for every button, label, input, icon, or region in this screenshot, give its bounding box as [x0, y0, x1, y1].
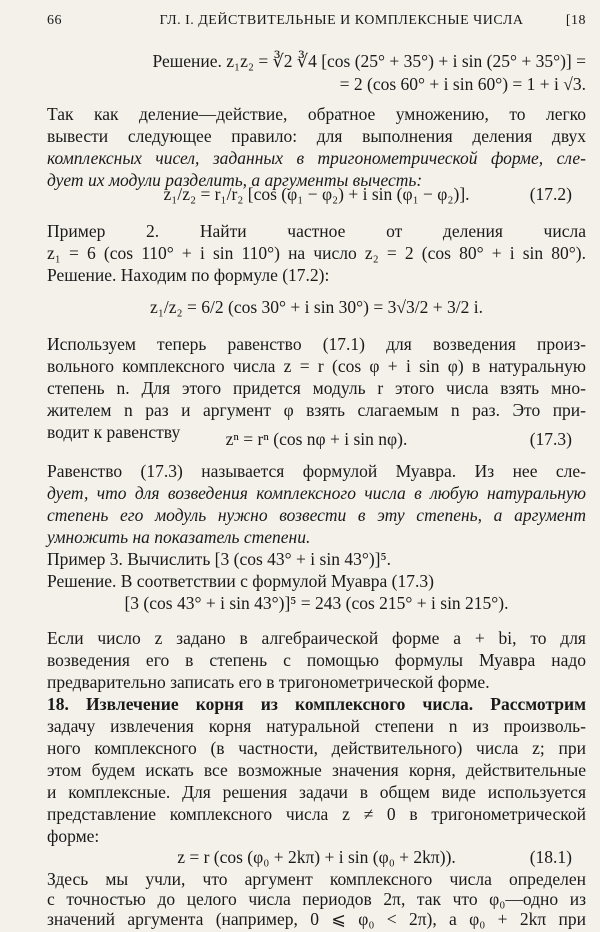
text-line: дует, что для возведения комплексного числа в любую натуральную — [47, 483, 586, 503]
text-line: Так как деление—действие, обратное умножению, то легко — [47, 104, 586, 124]
text-line: Решение. В соответствии с формулой Муавра (17.3) — [47, 571, 434, 591]
text-line: Равенство (17.3) называется формулой Муавра. Из нее сле- — [47, 461, 586, 481]
text-line: с точностью до целого числа периодов 2π, так что φ₀—одно из — [47, 889, 586, 909]
text-line: этом будем искать все возможные значения корня, действительные — [47, 760, 586, 780]
text-line: Решение. Находим по формуле (17.2): — [47, 265, 330, 285]
section-marker: [18 — [565, 13, 586, 28]
text-line: и комплексные. Для решения задачи в общем виде используется — [47, 782, 586, 802]
text-line: Пример 2. Найти частное от деления числа — [47, 221, 586, 241]
text-line: задачу извлечения корня натуральной степени n из произволь- — [47, 716, 586, 736]
text-line: возведения его в степень с помощью формулы Муавра надо — [47, 650, 586, 670]
section-heading: 18. Извлечение корня из комплексного числа. Рассмотрим — [47, 694, 586, 714]
text-line: жителем n раз и аргумент φ взять слагаемым n раз. Это при- — [47, 400, 586, 420]
equation-number: (18.1) — [529, 847, 572, 867]
text-line: умножить на показатель степени. — [47, 527, 311, 547]
equation-number: (17.3) — [529, 429, 572, 449]
running-header — [47, 10, 586, 32]
text-line: Здесь мы учли, что аргумент комплексного числа определен — [47, 869, 586, 889]
text-line: степень n. Для этого придется модуль r этого числа взять мно- — [47, 378, 586, 398]
text-line: вывести следующее правило: для выполнения деления двух — [47, 126, 586, 146]
formula-18-1-line — [47, 846, 586, 868]
formula: z₁/z₂ = r₁/r₂ [cos (φ₁ − φ₂) + i sin (φ₁ − φ₂)]. — [163, 184, 470, 204]
text-line: ного комплексного (в частности, действительного) числа z; при — [47, 738, 586, 758]
text-line: Используем теперь равенство (17.1) для возведения произ- — [47, 334, 586, 354]
formula: [3 (cos 43° + i sin 43°)]⁵ = 243 (cos 215° + i sin 215°). — [124, 593, 509, 613]
formula-17-3-line — [47, 428, 586, 450]
text-line: предварительно записать его в тригонометрической форме. — [47, 672, 490, 692]
text-line: Если число z задано в алгебраической форме a + bi, то для — [47, 628, 586, 648]
text-line: форме: — [47, 826, 100, 846]
text-line: вольного комплексного числа z = r (cos φ + i sin φ) в натуральную — [47, 356, 586, 376]
text-line: Пример 3. Вычислить [3 (cos 43° + i sin 43°)]⁵. — [47, 549, 391, 569]
chapter-title: ГЛ. I. ДЕЙСТВИТЕЛЬНЫЕ И КОМПЛЕКСНЫЕ ЧИСЛА — [159, 13, 524, 28]
text-line: = 2 (cos 60° + i sin 60°) = 1 + i √3. — [339, 74, 586, 94]
text-line: z₁ = 6 (cos 110° + i sin 110°) на число z₂ = 2 (cos 80° + i sin 80°). — [47, 243, 586, 263]
text-line: дует их модули разделить, а аргументы вычесть: — [47, 170, 423, 190]
text-line: значений аргумента (например, 0 ⩽ φ₀ < 2π), а φ₀ + 2kπ при — [47, 909, 586, 929]
text-line: комплексных чисел, заданных в тригонометрической форме, сле- — [47, 148, 586, 168]
text-line: Решение. z₁z₂ = ∛2 ∛4 [cos (25° + 35°) + i sin (25° + 35°)] = — [152, 51, 586, 71]
text-line: степень его модуль нужно возвести в эту степень, а аргумент — [47, 505, 586, 525]
equation-number: (17.2) — [529, 184, 572, 204]
formula: z₁/z₂ = 6/2 (cos 30° + i sin 30°) = 3√3/2 + 3/2 i. — [150, 297, 483, 317]
text-line: представление комплексного числа z ≠ 0 в тригонометрической — [47, 804, 586, 824]
formula: zⁿ = rⁿ (cos nφ + i sin nφ). — [225, 429, 408, 449]
text-line: водит к равенству — [47, 422, 181, 442]
formula: z = r (cos (φ₀ + 2kπ) + i sin (φ₀ + 2kπ)). — [177, 847, 456, 867]
formula-17-2-line — [47, 183, 586, 205]
page-number: 66 — [47, 13, 62, 28]
